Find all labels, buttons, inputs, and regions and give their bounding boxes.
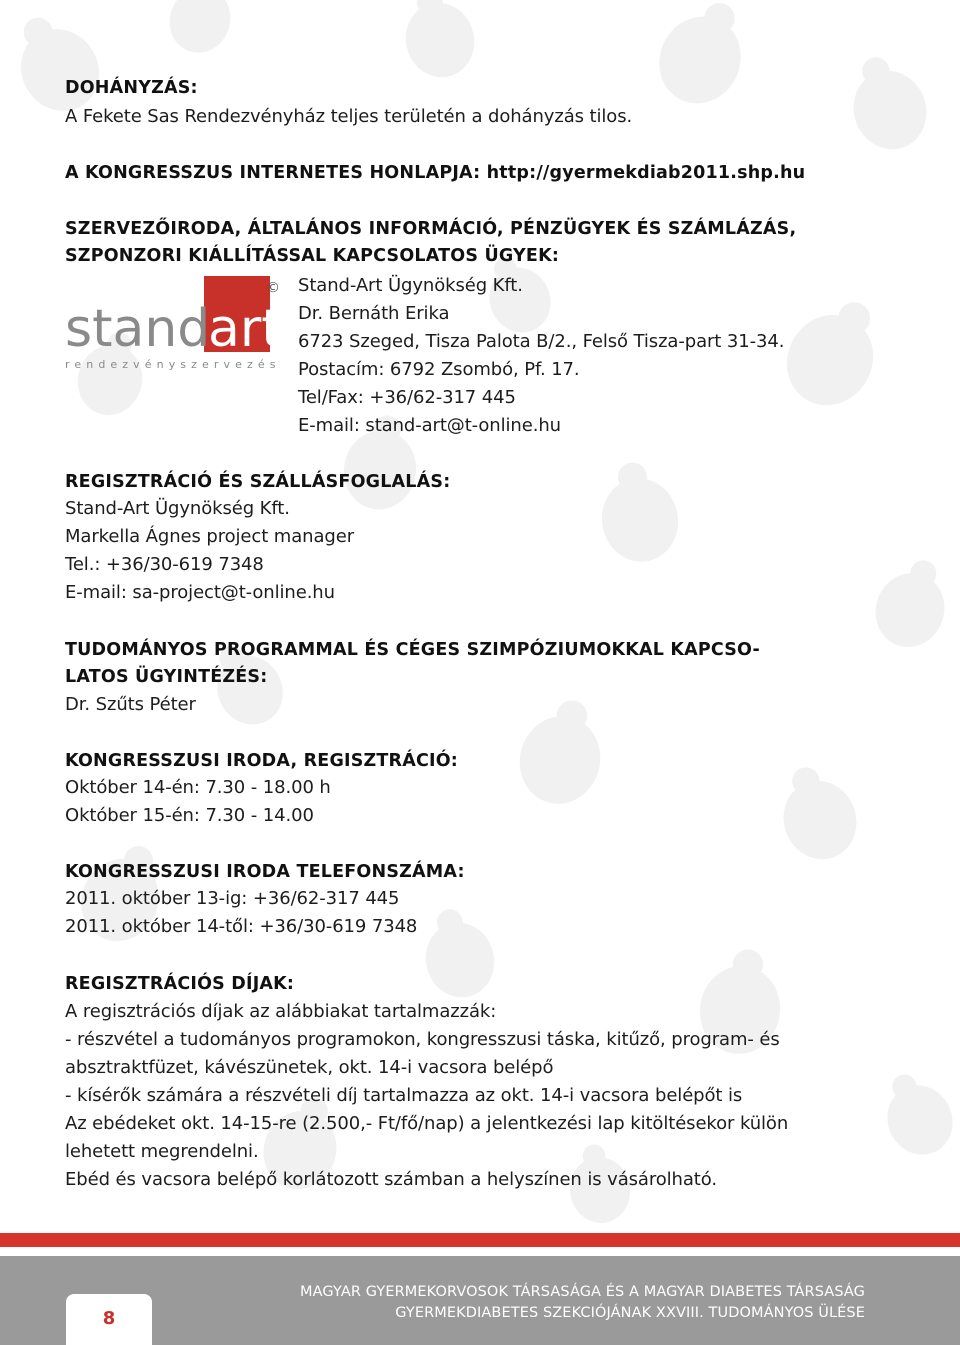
fees-heading: REGISZTRÁCIÓS DÍJAK: xyxy=(65,974,295,994)
phone-until-13: 2011. október 13-ig: +36/62-317 445 xyxy=(65,888,400,909)
organizer-telfax: Tel/Fax: +36/62-317 445 xyxy=(298,387,516,408)
scientific-heading-line2: LATOS ÜGYINTÉZÉS: xyxy=(65,667,268,687)
phone-from-14: 2011. október 14-től: +36/30-619 7348 xyxy=(65,916,418,937)
logo-tagline: rendezvényszervezés xyxy=(65,358,281,371)
page-number-tab xyxy=(66,1294,152,1345)
footer-society-line1: MAGYAR GYERMEKORVOSOK TÁRSASÁGA ÉS A MAGYAR DIABETES TÁRSASÁG xyxy=(300,1284,865,1300)
organizer-heading-line1: SZERVEZŐIRODA, ÁLTALÁNOS INFORMÁCIÓ, PÉNZÜGYEK ÉS SZÁMLÁZÁS, xyxy=(65,219,797,239)
stand-art-logo xyxy=(64,276,282,372)
registration-phone: Tel.: +36/30-619 7348 xyxy=(65,554,264,575)
organizer-address: 6723 Szeged, Tisza Palota B/2., Felső Tisza-part 31-34. xyxy=(298,331,785,352)
smoking-text: A Fekete Sas Rendezvényház teljes területén a dohányzás tilos. xyxy=(65,106,633,127)
registration-email[interactable]: E-mail: sa-project@t-online.hu xyxy=(65,582,335,603)
page-number: 8 xyxy=(102,1308,116,1329)
organizer-heading-line2: SZPONZORI KIÁLLÍTÁSSAL KAPCSOLATOS ÜGYEK: xyxy=(65,246,560,266)
phone-heading: KONGRESSZUSI IRODA TELEFONSZÁMA: xyxy=(65,862,465,882)
website-url[interactable]: http://gyermekdiab2011.shp.hu xyxy=(486,163,806,183)
footer-red-bar xyxy=(0,1233,960,1247)
fees-line: - kísérők számára a részvételi díj tartalmazza az okt. 14-i vacsora belépőt is xyxy=(65,1085,743,1106)
registration-contact: Markella Ágnes project manager xyxy=(65,526,354,547)
logo-word-stand: stand xyxy=(65,299,211,359)
organizer-email[interactable]: E-mail: stand-art@t-online.hu xyxy=(298,415,561,436)
registration-company: Stand-Art Ügynökség Kft. xyxy=(65,498,290,519)
website-label: A KONGRESSZUS INTERNETES HONLAPJA: xyxy=(65,163,481,183)
fees-line: absztraktfüzet, kávészünetek, okt. 14-i vacsora belépő xyxy=(65,1057,554,1078)
logo-word-art: art xyxy=(208,299,282,359)
scientific-contact: Dr. Szűts Péter xyxy=(65,694,196,715)
registration-heading: REGISZTRÁCIÓ ÉS SZÁLLÁSFOGLALÁS: xyxy=(65,472,451,492)
footer-society-line2: GYERMEKDIABETES SZEKCIÓJÁNAK XXVIII. TUDOMÁNYOS ÜLÉSE xyxy=(395,1305,865,1321)
logo-copyright: © xyxy=(266,280,280,296)
fees-line: Ebéd és vacsora belépő korlátozott számban a helyszínen is vásárolható. xyxy=(65,1169,717,1190)
office-heading: KONGRESSZUSI IRODA, REGISZTRÁCIÓ: xyxy=(65,751,459,771)
smoking-heading: DOHÁNYZÁS: xyxy=(65,78,198,98)
office-hours-15: Október 15-én: 7.30 - 14.00 xyxy=(65,805,314,826)
scientific-heading-line1: TUDOMÁNYOS PROGRAMMAL ÉS CÉGES SZIMPÓZIUMOKKAL KAPCSO- xyxy=(65,640,760,660)
fees-line: - részvétel a tudományos programokon, kongresszusi táska, kitűző, program- és xyxy=(65,1029,780,1050)
organizer-contact: Dr. Bernáth Erika xyxy=(298,303,450,324)
organizer-company: Stand-Art Ügynökség Kft. xyxy=(298,275,523,296)
website-line xyxy=(65,163,805,183)
fees-line: A regisztrációs díjak az alábbiakat tartalmazzák: xyxy=(65,1001,497,1022)
office-hours-14: Október 14-én: 7.30 - 18.00 h xyxy=(65,777,331,798)
organizer-postal: Postacím: 6792 Zsombó, Pf. 17. xyxy=(298,359,580,380)
fees-line: Az ebédeket okt. 14-15-re (2.500,- Ft/fő/nap) a jelentkezési lap kitöltésekor külön xyxy=(65,1113,789,1134)
fees-line: lehetett megrendelni. xyxy=(65,1141,259,1162)
